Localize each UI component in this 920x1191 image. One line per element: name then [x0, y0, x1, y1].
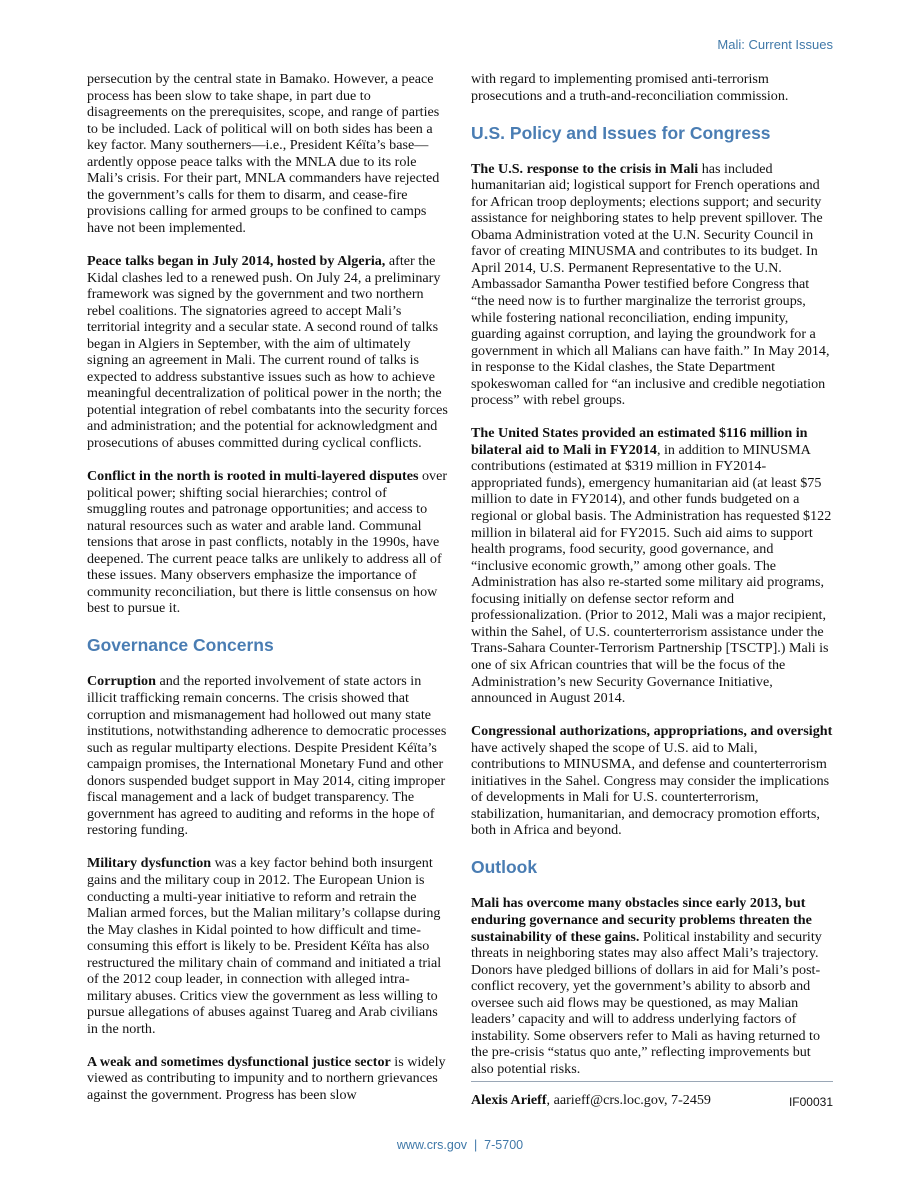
paragraph-corruption	[87, 673, 449, 838]
report-id: IF00031	[788, 1095, 833, 1110]
body-text: and the reported involvement of state actors in illicit trafficking remain concerns. The crisis showed that corruption and mismanagement had hollowed out many state institutions, notwithstanding adherence to democratic processes such as regular multiparty elections. Despite President Kéïta’s campaign promises, the International Monetary Fund and other donors suspended budget support in May 2014, citing improper fiscal management and a lack of budget transparency. The government has agreed to auditing and reforms in the hope of restoring funding.	[87, 673, 447, 839]
author-line	[471, 1092, 711, 1108]
body-text: over political power; shifting social hierarchies; control of smuggling routes and patronage opportunities; and access to natural resources such as water and arable land. Communal tensions that arose in past conflicts, notably in the 1990s, have deepened. The current peace talks are unlikely to address all of these issues. Many observers emphasize the importance of community reconciliation, but there is little consensus on how best to pursue it.	[87, 468, 448, 617]
body-text: Political instability and security threats in neighboring states may also affect Mali’s trajectory. Donors have pledged billions of dollars in aid for Mali’s post-conflict recovery, yet the government’s ability to absorb and oversee such aid flows may be questioned, as may Malian leaders’ capacity and will to address underlying factors of instability. Some observers refer to Mali as having returned to the pre-crisis “status quo ante,” reflecting improvements but also potential risks.	[471, 928, 822, 1077]
paragraph-persecution-cont: persecution by the central state in Bamako. However, a peace process has been slow to take shape, in part due to disagreements on the prerequisites, scope, and range of parties to be included. Lack of political will on both sides has been a key factor. Many southerners—i.e., President Kéïta’s base—ardently oppose peace talks with the MNLA due to its role Mali’s crisis. For their part, MNLA commanders have rejected the government’s calls for them to disarm, and cease-fire provisions calling for armed groups to be confined to camps have not been implemented.	[87, 71, 440, 236]
body-text: was a key factor behind both insurgent gains and the military coup in 2012. The European Union is conducting a multi-year initiative to reform and retrain the Malian armed forces, but the Malian military’s collapse during the May clashes in Kidal pointed to how difficult and time-consuming this effort is likely to be. President Kéïta has also restructured the military chain of command and initiated a trial of the 2012 coup leader, in connection with alleged intra-military abuses. Critics view the government as less willing to pursue allegations of abuses against Tuareg and Arab civilians in the north.	[87, 855, 442, 1037]
left-column	[87, 71, 449, 1120]
author-contact: , aarieff@crs.loc.gov, 7-2459	[546, 1092, 711, 1109]
body-text: after the Kidal clashes led to a renewed push. On July 24, a preliminary framework was signed by the government and two northern rebel coalitions. The signatories agreed to accept Mali’s territorial integrity and a secular state. A second round of talks began in Algiers in September, with the aim of ultimately signing an agreement in Mali. The current round of talks is expected to address substantive issues such as how to achieve meaningful decentralization of political power in the north; the potential integration of rebel combatants into the security forces and administration; and the potential for acknowledgment and prosecutions of abuses committed during cyclical conflicts.	[87, 252, 448, 451]
lead-text: Military dysfunction	[87, 855, 212, 872]
footer-contact	[0, 1138, 920, 1152]
paragraph-bilateral-aid	[471, 425, 833, 706]
lead-text: Peace talks began in July 2014, hosted by Algeria,	[87, 252, 386, 269]
lead-text: Mali has overcome many obstacles since early 2013, but enduring governance and security problems threaten the sustainability of these gains.	[471, 895, 812, 945]
body-text: have actively shaped the scope of U.S. aid to Mali, contributions to MINUSMA, and defense and counterterrorism initiatives in the Sahel. Congress may consider the implications of developments in Mali for U.S. counterterrorism, stabilization, humanitarian, and democracy promotion efforts, both in Africa and beyond.	[471, 739, 830, 839]
body-text: , in addition to MINUSMA contributions (estimated at $319 million in FY2014-appropriated funds), emergency humanitarian aid (at least $75 million to date in FY2014), and other funds budgeted on a regional or global basis. The Administration has requested $122 million in bilateral aid for FY2015. Such aid aims to support health programs, food security, good governance, and “inclusive economic growth,” among other goals. The Administration has also re-started some military aid programs, focusing initially on defense sector reform and professionalization. (Prior to 2012, Mali was a major recipient, within the Sahel, of U.S. counterterrorism assistance under the Trans-Sahara Counter-Terrorism Partnership [TSCTP].) Mali is one of six African countries that will be the focus of the Administration’s new Security Governance Initiative, announced in August 2014.	[471, 441, 832, 707]
lead-text: The U.S. response to the crisis in Mali	[471, 160, 699, 177]
paragraph-military-dysfunction	[87, 855, 449, 1037]
lead-text: Congressional authorizations, appropriations, and oversight	[471, 723, 833, 740]
paragraph-justice-sector	[87, 1054, 449, 1104]
paragraph-conflict-north	[87, 468, 449, 617]
heading-governance-concerns: Governance Concerns	[87, 635, 274, 656]
paragraph-outlook	[471, 895, 833, 1077]
footer-text: www.crs.gov | 7-5700	[396, 1138, 524, 1152]
running-title: Mali: Current Issues	[717, 37, 833, 52]
lead-text: The United States provided an estimated $116 million in bilateral aid to Mali in FY2014	[471, 425, 808, 458]
lead-text: A weak and sometimes dysfunctional justice sector	[87, 1053, 391, 1070]
lead-text: Corruption	[87, 673, 156, 690]
paragraph-justice-cont: with regard to implementing promised anti-terrorism prosecutions and a truth-and-reconciliation commission.	[471, 71, 789, 104]
body-text: is widely viewed as contributing to impunity and to northern grievances against the government. Progress has been slow	[87, 1053, 446, 1104]
heading-us-policy: U.S. Policy and Issues for Congress	[471, 122, 771, 143]
author-name: Alexis Arieff	[471, 1092, 547, 1109]
lead-text: Conflict in the north is rooted in multi-layered disputes	[87, 468, 419, 485]
body-text: has included humanitarian aid; logistical support for French operations and for African troop deployments; elections support; and security assistance for neighboring states to help prevent spillover. The Obama Administration voted at the U.N. Security Council in favor of creating MINUSMA and contributes to its budget. In April 2014, U.S. Permanent Representative to the U.N. Ambassador Samantha Power testified before Congress that “the need now is to further marginalize the terrorist groups, while fostering national reconciliation, ending impunity, guarding against corruption, and laying the groundwork for a government in which all Malians can have faith.” In May 2014, in response to the Kidal clashes, the State Department spokeswoman called for “an inclusive and credible negotiation process” with rebel groups.	[471, 160, 830, 409]
paragraph-us-response	[471, 161, 833, 409]
paragraph-peace-talks	[87, 253, 449, 452]
right-column	[471, 71, 833, 1109]
heading-outlook: Outlook	[471, 857, 538, 878]
author-block	[471, 1081, 833, 1109]
paragraph-congressional	[471, 723, 833, 839]
